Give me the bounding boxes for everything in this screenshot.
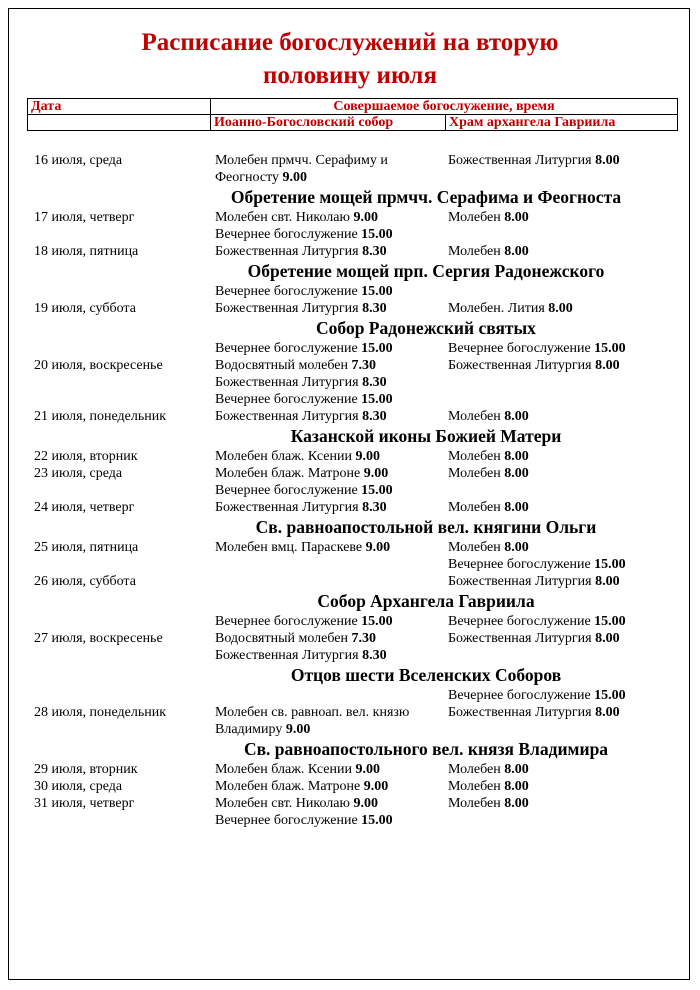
row-date — [34, 778, 122, 795]
archangel-church-service-time: 8.00 — [504, 796, 529, 811]
row-date-text: 22 июля, вторник — [34, 449, 138, 464]
cathedral-service-text: Молебен блаж. Ксении — [215, 762, 352, 777]
archangel-church-service — [448, 357, 620, 374]
cathedral-service-time: 9.00 — [363, 779, 389, 794]
cathedral-service — [215, 340, 393, 357]
header-empty-cell — [28, 115, 211, 131]
cathedral-service-text: Божественная Литургия — [215, 244, 359, 259]
feast-heading: Св. равноапостольной вел. княгини Ольги — [255, 517, 597, 537]
row-date-text: 16 июля, среда — [34, 153, 123, 168]
cathedral-service — [215, 391, 393, 408]
archangel-church-service-time: 8.00 — [504, 540, 529, 555]
title-line-2: половину июля — [263, 62, 437, 89]
cathedral-service-text: Вечернее богослужение — [215, 614, 358, 629]
archangel-church-service — [448, 340, 626, 357]
cathedral-service-time: 15.00 — [361, 284, 393, 299]
cathedral-service-text: Божественная Литургия — [215, 409, 359, 424]
archangel-church-service-text: Молебен — [448, 500, 501, 515]
title-line-1: Расписание богослужений на вторую — [141, 29, 559, 56]
page-title — [0, 26, 700, 92]
archangel-church-service — [448, 573, 620, 590]
archangel-church-service — [448, 556, 626, 573]
archangel-church-service-text: Вечернее богослужение — [448, 557, 591, 572]
cathedral-service-text: Молебен св. равноап. вел. князю — [215, 705, 410, 720]
cathedral-service-time: 9.00 — [282, 170, 308, 185]
cathedral-service-time: 15.00 — [361, 614, 393, 629]
cathedral-service-time: 8.30 — [362, 244, 387, 259]
cathedral-service-text: Вечернее богослужение — [215, 341, 358, 356]
cathedral-service — [215, 539, 390, 556]
cathedral-service-text: Вечернее богослужение — [215, 483, 358, 498]
cathedral-service-text: Феогносту — [215, 170, 280, 185]
feast-heading: Обретение мощей прмчч. Серафима и Феогноста — [230, 187, 622, 207]
archangel-church-service-text: Молебен — [448, 540, 501, 555]
cathedral-service-text: Молебен свт. Николаю — [215, 796, 350, 811]
schedule-row — [0, 340, 700, 357]
archangel-church-service — [448, 499, 529, 516]
archangel-church-service-time: 15.00 — [594, 341, 626, 356]
schedule-row — [0, 795, 700, 812]
row-date-text: 29 июля, вторник — [34, 762, 138, 777]
cathedral-service-time: 9.00 — [353, 210, 378, 225]
row-date-text: 21 июля, понедельник — [34, 409, 167, 424]
archangel-church-service-time: 8.00 — [595, 705, 620, 720]
row-date-text: 28 июля, понедельник — [34, 705, 167, 720]
schedule-row — [0, 499, 700, 516]
cathedral-service-text: Молебен блаж. Матроне — [215, 466, 361, 481]
cathedral-service-text: Божественная Литургия — [215, 301, 359, 316]
feast-heading: Казанской иконы Божией Матери — [290, 426, 562, 446]
archangel-church-service-time: 8.00 — [504, 500, 529, 515]
schedule-row — [0, 448, 700, 465]
row-date — [34, 152, 122, 169]
archangel-church-service-text: Молебен — [448, 244, 501, 259]
archangel-church-service-text: Божественная Литургия — [448, 631, 592, 646]
row-date-text: 30 июля, среда — [34, 779, 123, 794]
cathedral-service — [215, 795, 378, 812]
row-date — [34, 499, 134, 516]
archangel-church-service-text: Молебен. Лития — [448, 301, 545, 316]
archangel-church-service-text: Божественная Литургия — [448, 358, 592, 373]
archangel-church-service-text: Божественная Литургия — [448, 574, 592, 589]
schedule-row — [0, 283, 700, 300]
schedule-row — [0, 408, 700, 425]
archangel-church-service — [448, 152, 620, 169]
cathedral-service-text: Вечернее богослужение — [215, 392, 358, 407]
archangel-church-service-text: Божественная Литургия — [448, 705, 592, 720]
row-date — [34, 408, 166, 425]
archangel-church-service-time: 15.00 — [594, 557, 626, 572]
schedule-row — [0, 647, 700, 664]
schedule-row — [0, 778, 700, 795]
cathedral-service-text: Божественная Литургия — [215, 648, 359, 663]
schedule-row — [0, 209, 700, 226]
archangel-church-service — [448, 539, 529, 556]
archangel-church-service — [448, 300, 573, 317]
cathedral-service-text: Вечернее богослужение — [215, 813, 358, 828]
archangel-church-service-text: Молебен — [448, 210, 501, 225]
feast-heading: Собор Архангела Гавриила — [317, 591, 535, 611]
archangel-church-service — [448, 209, 529, 226]
schedule-row — [0, 573, 700, 590]
cathedral-service — [215, 226, 393, 243]
row-date-text: 23 июля, среда — [34, 466, 123, 481]
cathedral-service-text: Вечернее богослужение — [215, 284, 358, 299]
archangel-church-service — [448, 465, 529, 482]
cathedral-service — [215, 721, 310, 738]
cathedral-service — [215, 761, 380, 778]
cathedral-service-time: 15.00 — [361, 483, 393, 498]
archangel-church-service — [448, 613, 626, 630]
archangel-church-service-time: 8.00 — [504, 210, 529, 225]
cathedral-service — [215, 209, 378, 226]
cathedral-service-time: 8.30 — [362, 375, 387, 390]
archangel-church-service — [448, 243, 529, 260]
row-date-text: 24 июля, четверг — [34, 500, 135, 515]
archangel-church-service-time: 8.00 — [504, 762, 529, 777]
cathedral-service — [215, 812, 393, 829]
archangel-church-service-time: 8.00 — [548, 301, 573, 316]
archangel-church-service-text: Молебен — [448, 409, 501, 424]
cathedral-service-time: 7.30 — [351, 358, 377, 373]
row-date-text: 25 июля, пятница — [34, 540, 139, 555]
cathedral-service — [215, 704, 409, 721]
cathedral-service-time: 15.00 — [361, 341, 393, 356]
cathedral-service-text: Вечернее богослужение — [215, 227, 358, 242]
row-date — [34, 465, 122, 482]
archangel-church-service-text: Молебен — [448, 449, 501, 464]
archangel-church-service-text: Вечернее богослужение — [448, 688, 591, 703]
cathedral-service-time: 9.00 — [353, 796, 378, 811]
schedule-rows — [0, 152, 700, 829]
schedule-row — [0, 374, 700, 391]
cathedral-service — [215, 152, 388, 169]
row-date-text: 27 июля, воскресенье — [34, 631, 163, 646]
schedule-row — [0, 613, 700, 630]
cathedral-service — [215, 243, 387, 260]
cathedral-service — [215, 169, 307, 186]
schedule-row — [0, 630, 700, 647]
archangel-church-service-text: Молебен — [448, 466, 501, 481]
feast-heading: Отцов шести Вселенских Соборов — [290, 665, 562, 685]
cathedral-service-time: 9.00 — [363, 466, 389, 481]
row-date-text: 20 июля, воскресенье — [34, 358, 163, 373]
feast-heading: Собор Радонежский святых — [316, 318, 536, 338]
archangel-church-service-time: 8.00 — [595, 153, 620, 168]
row-date — [34, 300, 136, 317]
row-date-text: 26 июля, суббота — [34, 574, 136, 589]
row-date — [34, 761, 138, 778]
schedule-row — [0, 169, 700, 186]
row-date-text: 19 июля, суббота — [34, 301, 136, 316]
header-church-b: Храм архангела Гавриила — [446, 115, 678, 131]
header-date: Дата — [28, 99, 211, 115]
cathedral-service — [215, 630, 376, 647]
cathedral-service — [215, 499, 387, 516]
cathedral-service — [215, 465, 388, 482]
cathedral-service — [215, 647, 387, 664]
schedule-row — [0, 721, 700, 738]
schedule-row — [0, 243, 700, 260]
archangel-church-service-text: Молебен — [448, 796, 501, 811]
archangel-church-service-time: 8.00 — [504, 409, 529, 424]
row-date-text: 18 июля, пятница — [34, 244, 139, 259]
schedule-row — [0, 704, 700, 721]
cathedral-service-time: 9.00 — [365, 540, 391, 555]
cathedral-service — [215, 283, 393, 300]
archangel-church-service — [448, 408, 529, 425]
cathedral-service-text: Молебен свт. Николаю — [215, 210, 350, 225]
schedule-row — [0, 812, 700, 829]
cathedral-service-time: 15.00 — [361, 392, 393, 407]
feast-heading: Св. равноапостольного вел. князя Владимира — [243, 739, 609, 759]
archangel-church-service-text: Молебен — [448, 762, 501, 777]
feast-heading: Обретение мощей прп. Сергия Радонежского — [247, 261, 605, 281]
archangel-church-service — [448, 761, 529, 778]
archangel-church-service-text: Вечернее богослужение — [448, 614, 591, 629]
archangel-church-service-text: Молебен — [448, 779, 501, 794]
cathedral-service — [215, 374, 387, 391]
row-date — [34, 243, 138, 260]
archangel-church-service-time: 8.00 — [504, 779, 529, 794]
cathedral-service-time: 8.30 — [362, 648, 387, 663]
archangel-church-service-time: 8.00 — [504, 244, 529, 259]
cathedral-service — [215, 300, 387, 317]
cathedral-service — [215, 482, 393, 499]
archangel-church-service — [448, 778, 529, 795]
schedule-row — [0, 391, 700, 408]
schedule-row — [0, 152, 700, 169]
archangel-church-service — [448, 704, 620, 721]
archangel-church-service-time: 8.00 — [504, 449, 529, 464]
cathedral-service-text: Водосвятный молебен — [215, 358, 349, 373]
archangel-church-service-time: 8.00 — [504, 466, 529, 481]
cathedral-service-text: Молебен блаж. Матроне — [215, 779, 361, 794]
cathedral-service-text: Владимиру — [215, 722, 283, 737]
row-date — [34, 704, 166, 721]
cathedral-service — [215, 613, 393, 630]
cathedral-service-time: 8.30 — [362, 301, 387, 316]
row-date-text: 31 июля, четверг — [34, 796, 135, 811]
schedule-row — [0, 761, 700, 778]
cathedral-service-time: 7.30 — [351, 631, 377, 646]
cathedral-service-text: Божественная Литургия — [215, 500, 359, 515]
cathedral-service-text: Молебен прмчч. Серафиму и — [215, 153, 388, 168]
cathedral-service-time: 9.00 — [355, 762, 380, 777]
cathedral-service-time: 15.00 — [361, 813, 393, 828]
cathedral-service-time: 8.30 — [362, 500, 387, 515]
schedule-row — [0, 482, 700, 499]
archangel-church-service — [448, 795, 529, 812]
archangel-church-service-time: 15.00 — [594, 688, 626, 703]
cathedral-service-time: 9.00 — [285, 722, 311, 737]
cathedral-service-text: Водосвятный молебен — [215, 631, 349, 646]
cathedral-service-text: Божественная Литургия — [215, 375, 359, 390]
archangel-church-service — [448, 448, 529, 465]
schedule-row — [0, 556, 700, 573]
header-service: Совершаемое богослужение, время — [211, 99, 678, 115]
cathedral-service — [215, 408, 387, 425]
schedule-row — [0, 226, 700, 243]
cathedral-service-time: 9.00 — [355, 449, 380, 464]
archangel-church-service-time: 8.00 — [595, 574, 620, 589]
archangel-church-service-text: Божественная Литургия — [448, 153, 592, 168]
archangel-church-service-time: 8.00 — [595, 631, 620, 646]
row-date — [34, 573, 136, 590]
schedule-row — [0, 465, 700, 482]
cathedral-service-time: 8.30 — [362, 409, 387, 424]
schedule-row — [0, 357, 700, 374]
archangel-church-service — [448, 630, 620, 647]
schedule-header-table — [27, 98, 678, 131]
cathedral-service — [215, 357, 376, 374]
row-date — [34, 630, 163, 647]
archangel-church-service-time: 8.00 — [595, 358, 620, 373]
row-date — [34, 795, 134, 812]
row-date — [34, 448, 138, 465]
row-date — [34, 357, 163, 374]
row-date — [34, 209, 134, 226]
row-date — [34, 539, 138, 556]
archangel-church-service — [448, 687, 626, 704]
cathedral-service — [215, 778, 388, 795]
row-date-text: 17 июля, четверг — [34, 210, 135, 225]
cathedral-service — [215, 448, 380, 465]
archangel-church-service-time: 15.00 — [594, 614, 626, 629]
archangel-church-service-text: Вечернее богослужение — [448, 341, 591, 356]
cathedral-service-time: 15.00 — [361, 227, 393, 242]
cathedral-service-text: Молебен блаж. Ксении — [215, 449, 352, 464]
schedule-row — [0, 687, 700, 704]
header-church-a: Иоанно-Богословский собор — [211, 115, 446, 131]
schedule-row — [0, 300, 700, 317]
schedule-row — [0, 539, 700, 556]
cathedral-service-text: Молебен вмц. Параскеве — [215, 540, 363, 555]
